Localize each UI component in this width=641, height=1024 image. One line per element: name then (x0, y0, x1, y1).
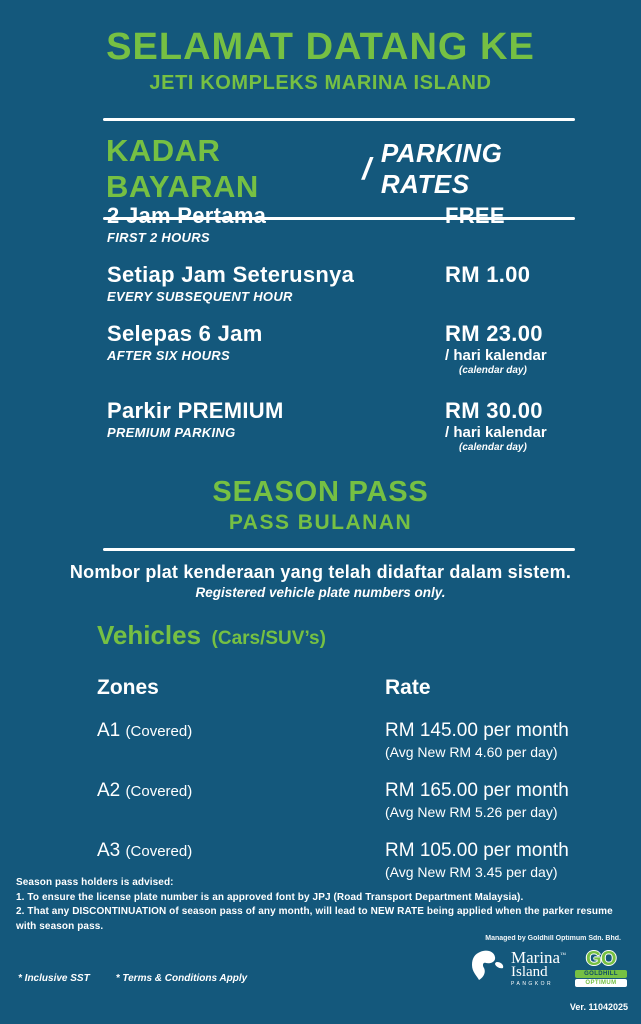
rate-row-first-2-hours (107, 203, 575, 245)
rates-heading-malay: KADAR BAYARAN (106, 133, 259, 204)
season-pass-title: SEASON PASS (212, 476, 429, 508)
advisory-item-2: 2. That any DISCONTINUATION of season pass of any month, will lead to NEW RATE being applied when the parker resume with season pass. (16, 906, 613, 932)
rate-value: FREE (445, 203, 505, 228)
page-subtitle: JETI KOMPLEKS MARINA ISLAND (149, 72, 492, 94)
rate-value: RM 23.00 (445, 321, 543, 346)
table-row-zone-a2 (97, 780, 575, 820)
zone-label: A3 (97, 840, 121, 861)
rates-heading-english: PARKING RATES (380, 138, 503, 199)
rate-subtitle: EVERY SUBSEQUENT HOUR (107, 289, 293, 304)
vehicles-section (97, 620, 575, 880)
rate-value-unit: / hari kalendar (445, 347, 547, 364)
marina-logo-line1: Marina (511, 948, 561, 968)
rate-title: 2 Jam Pertama (107, 203, 267, 228)
managed-by-text: Managed by Goldhill Optimum Sdn. Bhd. (485, 935, 621, 942)
zone-note: (Covered) (125, 843, 193, 860)
season-pass-note-malay: Nombor plat kenderaan yang telah didaftar dalam sistem. (69, 562, 572, 582)
goldhill-optimum-logo (575, 947, 627, 987)
rates-list (107, 203, 575, 475)
version-label: Ver. 11042025 (569, 1002, 628, 1012)
table-row-zone-a1 (97, 720, 575, 760)
go-logo-optimum: OPTIMUM (575, 979, 627, 987)
go-logo-letters: GO (585, 947, 617, 970)
marina-logo-line3: PANGKOR (511, 980, 554, 987)
rate-row-premium-parking (107, 398, 575, 458)
table-row-zone-a3 (97, 840, 575, 880)
vehicles-heading-sub: (Cars/SUV’s) (211, 628, 326, 649)
rate-subtitle: FIRST 2 HOURS (107, 230, 210, 245)
rate-value-note: (calendar day) (459, 365, 527, 376)
zone-note: (Covered) (125, 723, 193, 740)
zone-rate: RM 145.00 per month (385, 720, 569, 741)
zone-label: A2 (97, 780, 121, 801)
footer-logos (470, 947, 627, 987)
season-pass-note-english: Registered vehicle plate numbers only. (195, 585, 446, 600)
vehicles-table-header (97, 676, 575, 700)
rate-row-subsequent-hour (107, 262, 575, 304)
marina-island-logo (470, 950, 566, 987)
advisory-intro: Season pass holders is advised: (16, 877, 174, 888)
column-header-rate: Rate (385, 676, 431, 699)
zone-rate: RM 165.00 per month (385, 780, 569, 801)
season-pass-subtitle: PASS BULANAN (228, 511, 413, 534)
column-header-zones: Zones (97, 676, 159, 699)
zone-rate-note: (Avg New RM 5.26 per day) (385, 804, 558, 820)
zone-rate-note: (Avg New RM 4.60 per day) (385, 744, 558, 760)
inclusive-sst-note: * Inclusive SST (18, 973, 90, 984)
trademark-symbol: ™ (560, 952, 566, 959)
rate-value-note: (calendar day) (459, 442, 527, 453)
rate-subtitle: AFTER SIX HOURS (107, 348, 230, 363)
divider (103, 548, 575, 551)
footnotes (18, 973, 247, 984)
terms-note: * Terms & Conditions Apply (115, 973, 248, 984)
rate-value: RM 30.00 (445, 398, 543, 423)
rate-title: Parkir PREMIUM (107, 398, 284, 423)
advisory-notes (16, 876, 631, 934)
rate-value: RM 1.00 (445, 262, 531, 287)
season-pass-section (0, 476, 641, 600)
zone-label: A1 (97, 720, 121, 741)
zone-note: (Covered) (125, 783, 193, 800)
rate-row-after-six-hours (107, 321, 575, 381)
header (0, 26, 641, 95)
marina-logo-line2: Island (511, 964, 548, 981)
rate-subtitle: PREMIUM PARKING (107, 425, 236, 440)
rate-title: Setiap Jam Seterusnya (107, 262, 355, 287)
zone-rate-note: (Avg New RM 3.45 per day) (385, 864, 558, 880)
vehicles-heading-main: Vehicles (97, 620, 202, 650)
rate-value-unit: / hari kalendar (445, 424, 547, 441)
vehicles-heading (97, 620, 575, 651)
rates-heading-separator: / (362, 151, 371, 186)
advisory-item-1: 1. To ensure the license plate number is an approved font by JPJ (Road Transport Department Malaysia). (16, 891, 524, 903)
zone-rate: RM 105.00 per month (385, 840, 569, 861)
marina-island-icon (470, 950, 506, 987)
rate-title: Selepas 6 Jam (107, 321, 263, 346)
page-title: SELAMAT DATANG KE (106, 26, 535, 68)
go-logo-goldhill: GOLDHILL (575, 970, 627, 978)
